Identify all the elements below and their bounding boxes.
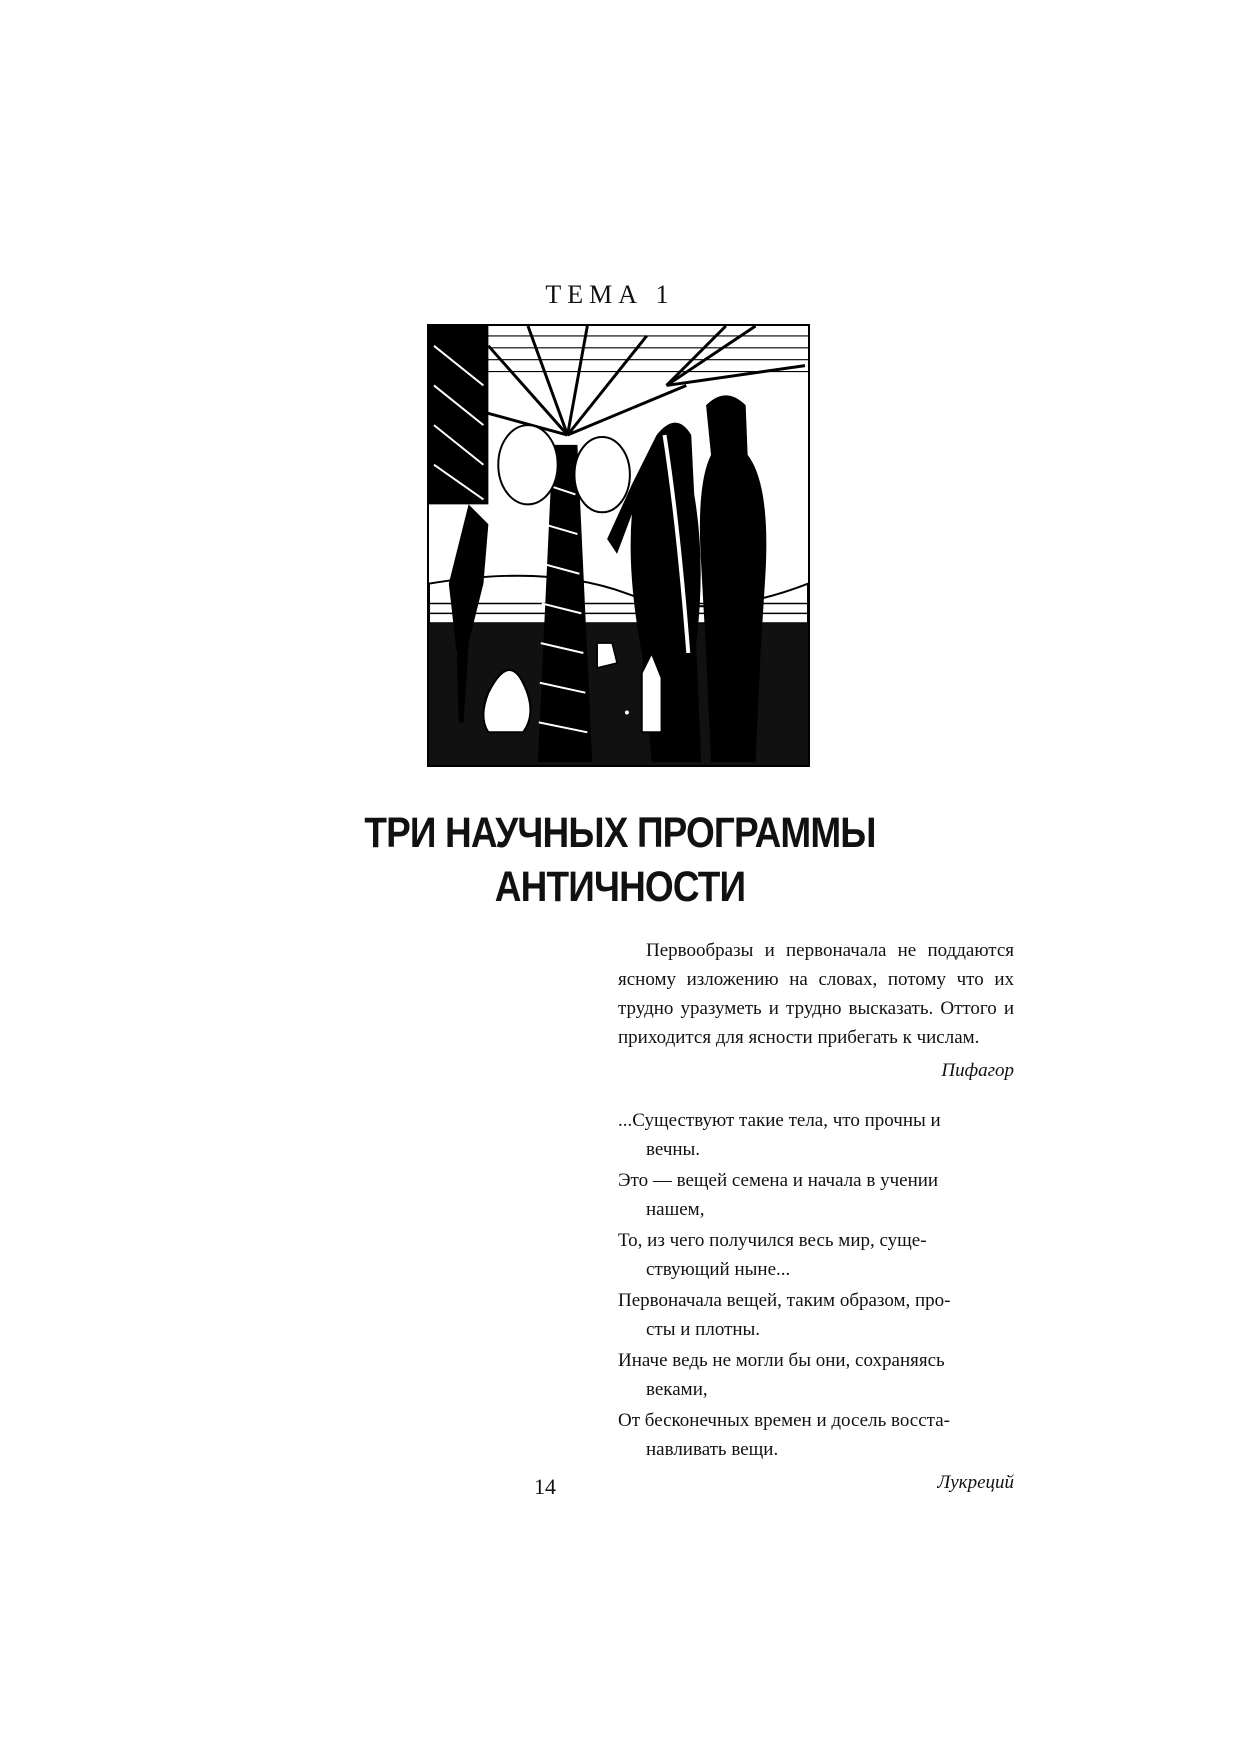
chapter-title-line-2: АНТИЧНОСТИ xyxy=(494,863,746,911)
verse-line: Первоначала вещей, таким образом, про- сты и плотны. xyxy=(618,1290,951,1340)
woodcut-illustration xyxy=(427,324,810,767)
verse-line: От бесконечных времен и досель восста- навливать вещи. xyxy=(618,1410,950,1460)
epigraph-prose-text: Первообразы и первоначала не поддаются ясному изложению на словах, потому что их трудно уразуметь и трудно высказать. Оттого и приходится для ясности прибегать к числам. xyxy=(618,940,1014,1048)
page-number: 14 xyxy=(534,1474,556,1499)
verse-line: То, из чего получился весь мир, суще- ствующий ныне... xyxy=(618,1230,927,1280)
chapter-title-line-1: ТРИ НАУЧНЫХ ПРОГРАММЫ xyxy=(364,809,876,857)
garden-of-eden-engraving xyxy=(429,326,808,765)
verse-line: ...Существуют такие тела, что прочны и вечны. xyxy=(618,1110,941,1160)
epigraph-prose xyxy=(618,936,1014,1085)
epigraph-verse-author: Лукреций xyxy=(937,1472,1014,1493)
verse-line: Иначе ведь не могли бы они, сохраняясь веками, xyxy=(618,1350,945,1400)
epigraph-prose-author: Пифагор xyxy=(941,1060,1014,1081)
epigraph-verse xyxy=(618,1106,1014,1497)
chapter-title xyxy=(345,806,895,914)
chapter-label: ТЕМА 1 xyxy=(545,280,675,309)
verse-line: Это — вещей семена и начала в учении нашем, xyxy=(618,1170,939,1220)
